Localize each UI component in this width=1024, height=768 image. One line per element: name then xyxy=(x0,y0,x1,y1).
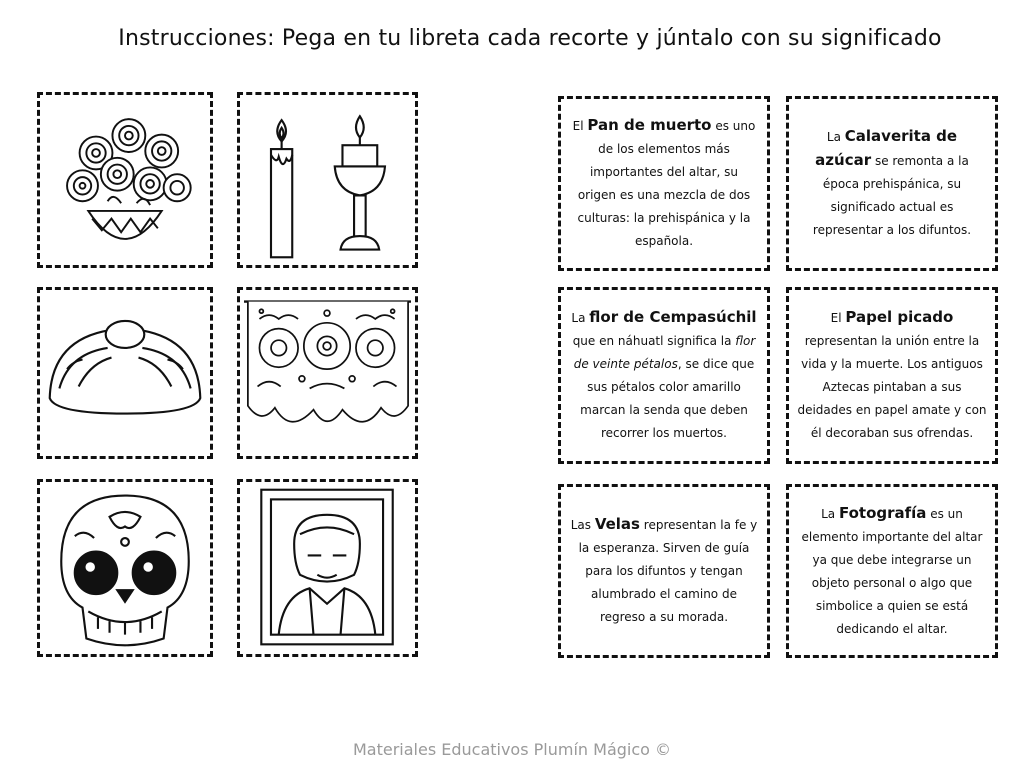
picture-card-skull xyxy=(37,479,213,657)
picture-card-bread xyxy=(37,287,213,459)
footer-credit: Materiales Educativos Plumín Mágico © xyxy=(352,740,672,759)
candles-icon xyxy=(240,95,415,265)
sugar-skull-icon xyxy=(40,482,210,654)
pan-de-muerto-icon xyxy=(40,290,210,456)
picture-card-candles xyxy=(237,92,418,268)
papel-picado-icon xyxy=(240,290,415,456)
meaning-card-cempasuchil: La flor de Cempasúchil que en náhuatl significa la flor de veinte pétalos, se dice que sus pétalos color amarillo marcan la senda que deben recorrer los muertos. xyxy=(558,287,770,464)
meaning-card-fotografia: La Fotografía es un elemento importante del altar ya que debe integrarse un objeto personal o algo que simbolice a quien se está dedicando el altar. xyxy=(786,484,998,658)
picture-card-papel-picado xyxy=(237,287,418,459)
meaning-card-velas: Las Velas representan la fe y la esperanza. Sirven de guía para los difuntos y tengan alumbrado el camino de regreso a su morada. xyxy=(558,484,770,658)
meaning-card-calaverita: La Calaverita de azúcar se remonta a la época prehispánica, su significado actual es representar a los difuntos. xyxy=(786,96,998,271)
meaning-card-papel-picado: El Papel picado representan la unión entre la vida y la muerte. Los antiguos Aztecas pintaban a sus deidades en papel amate y con él decoraban sus ofrendas. xyxy=(786,287,998,464)
framed-photo-icon xyxy=(240,482,415,654)
picture-card-photo xyxy=(237,479,418,657)
instructions-title: Instrucciones: Pega en tu libreta cada recorte y júntalo con su significado xyxy=(118,26,942,51)
picture-card-flowers xyxy=(37,92,213,268)
marigold-pot-icon xyxy=(40,95,210,265)
meaning-card-pan-de-muerto: El Pan de muerto es uno de los elementos más importantes del altar, su origen es una mezcla de dos culturas: la prehispánica y la española. xyxy=(558,96,770,271)
